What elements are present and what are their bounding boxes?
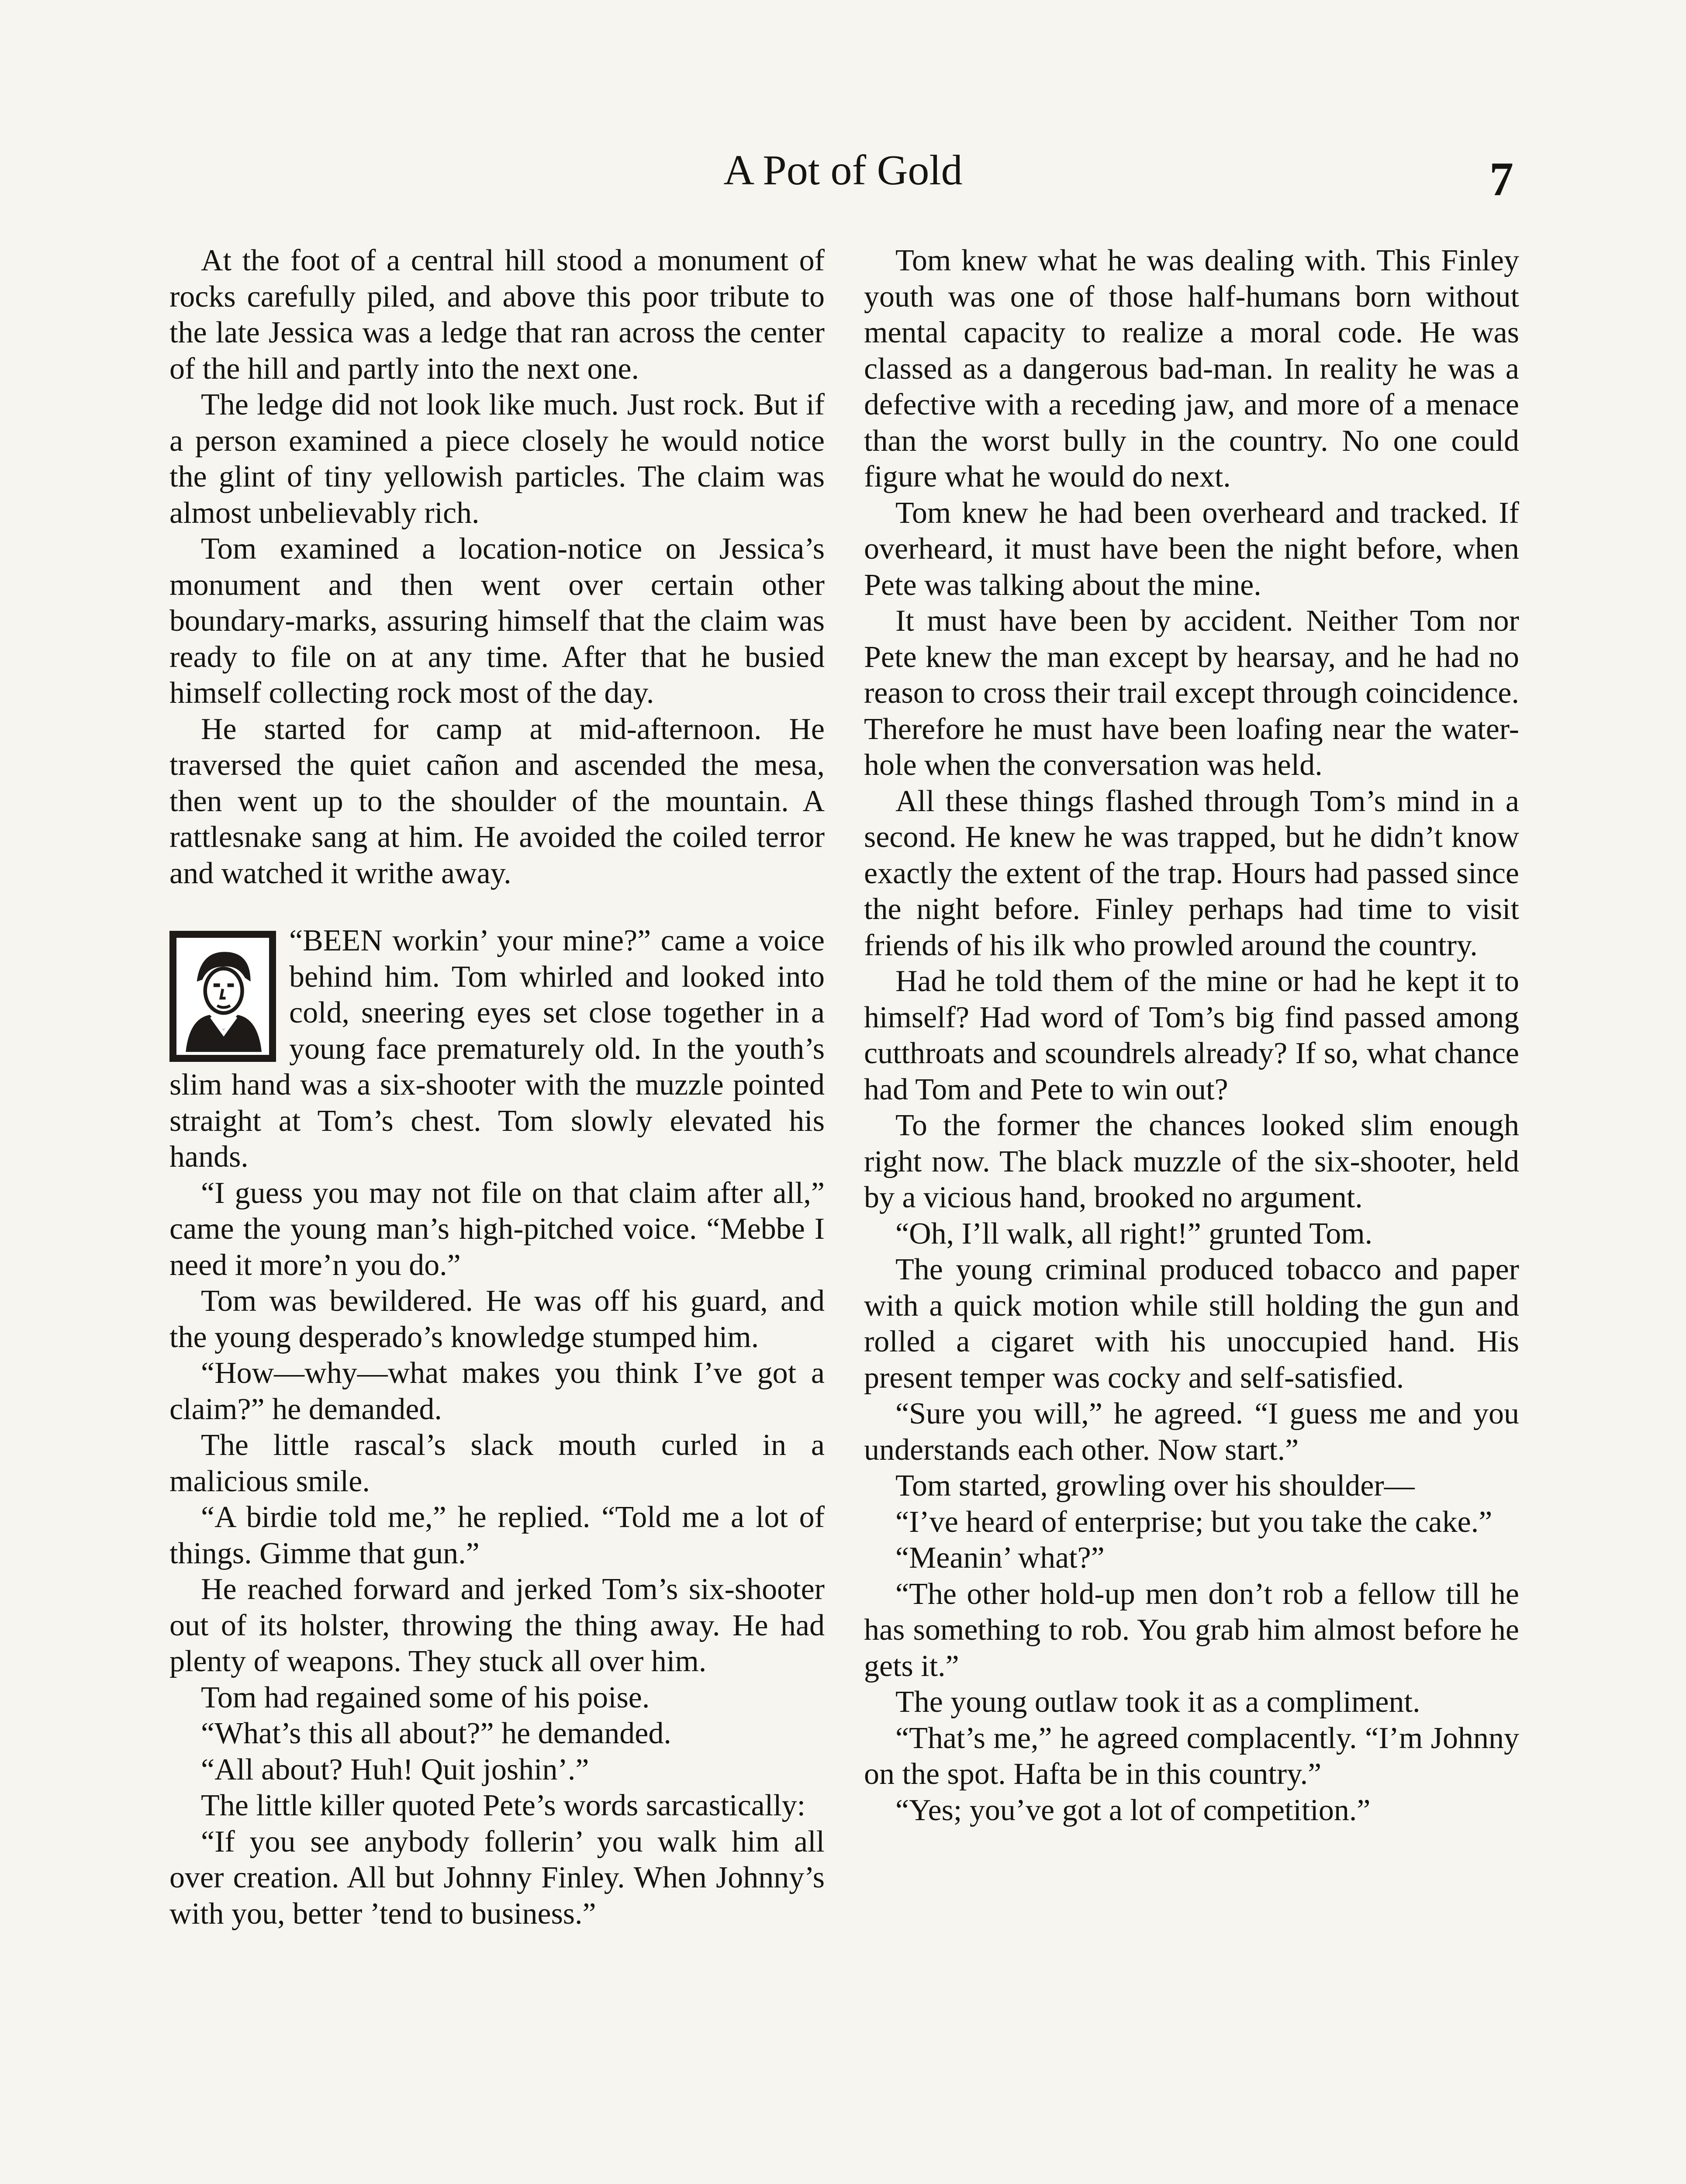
section-break [169,892,825,923]
paragraph: The ledge did not look like much. Just rock. But if a person examined a piece closely he would notice the glint of tiny yellowish particles. The claim was almost unbelievably rich. [169,388,825,530]
paragraph: The little killer quoted Pete’s words sarcastically: [201,1789,806,1822]
paragraph: “Sure you will,” he agreed. “I guess me and you understands each other. Now start.” [864,1397,1519,1467]
paragraph: Tom knew he had been overheard and tracked. If overheard, it must have been the night before, when Pete was talking about the mine. [864,496,1519,602]
paragraph: Had he told them of the mine or had he kept it to himself? Had word of Tom’s big find passed among cutthroats and scoundrels already? If so, what chance had Tom and Pete to win out? [864,964,1519,1106]
paragraph: “Yes; you’ve got a lot of competition.” [895,1793,1371,1827]
left-column [169,243,825,1932]
paragraph: “I’ve heard of enterprise; but you take the cake.” [895,1505,1493,1539]
paragraph: “If you see anybody follerin’ you walk him all over creation. All but Johnny Finley. When Johnny’s with you, better ’tend to business.” [169,1825,825,1931]
paragraph: “The other hold-up men don’t rob a fellow till he has something to rob. You grab him almost before he gets it.” [864,1577,1519,1683]
paragraph: “All about? Huh! Quit joshin’.” [201,1752,589,1787]
paragraph: “I guess you may not file on that claim after all,” came the young man’s high-pitched voice. “Mebbe I need it more’n you do.” [169,1176,825,1282]
paragraph: He reached forward and jerked Tom’s six-shooter out of its holster, throwing the thing away. He had plenty of weapons. They stuck all over him. [169,1572,825,1678]
running-title: A Pot of Gold [723,147,963,194]
paragraph: He started for camp at mid-afternoon. He traversed the quiet cañon and ascended the mesa, then went up to the shoulder of the mountain. A rattlesnake sang at him. He avoided the coiled terror and watched it writhe away. [169,712,825,890]
paragraph: Tom examined a location-notice on Jessica’s monument and then went over certain other boundary-marks, assuring himself that the claim was ready to file on at any time. After that he busied himself collecting rock most of the day. [169,532,825,710]
paragraph: “How—why—what makes you think I’ve got a claim?” he demanded. [169,1356,825,1426]
right-column [864,243,1519,1828]
paragraph: It must have been by accident. Neither Tom nor Pete knew the man except by hearsay, and he had no reason to cross their trail except through coincidence. Therefore he must have been loafing near the water-hole when the conversation was held. [864,604,1519,782]
portrait-icon [176,938,269,1055]
paragraph: “A birdie told me,” he replied. “Told me a lot of things. Gimme that gun.” [169,1500,825,1570]
paragraph: Tom knew what he was dealing with. This Finley youth was one of those half-humans born without mental capacity to realize a moral code. He was classed as a dangerous bad-man. In reality he was a defective with a receding jaw, and more of a menace than the worst bully in the country. No one could figure what he would do next. [864,244,1519,494]
chapter-opening-paragraph: “BEEN workin’ your mine?” came a voice behind him. Tom whirled and looked into cold, sneering eyes set close together in a young face prematurely old. In the youth’s slim hand was a six-shooter with the muzzle pointed straight at Tom’s chest. Tom slowly elevated his hands. [169,924,825,1174]
page-number: 7 [1489,152,1513,206]
paragraph: Tom started, growling over his shoulder— [895,1469,1415,1503]
paragraph: “Meanin’ what?” [895,1541,1105,1575]
paragraph: “That’s me,” he agreed complacently. “I’m Johnny on the spot. Hafta be in this country.” [864,1721,1519,1791]
portrait-illustration [169,931,276,1062]
paragraph: “Oh, I’ll walk, all right!” grunted Tom. [895,1216,1373,1251]
paragraph: Tom was bewildered. He was off his guard, and the young desperado’s knowledge stumped him. [169,1284,825,1354]
paragraph: Tom had regained some of his poise. [201,1680,650,1714]
paragraph: The little rascal’s slack mouth curled in a malicious smile. [169,1428,825,1498]
paragraph: “What’s this all about?” he demanded. [201,1717,671,1750]
paragraph: The young outlaw took it as a compliment. [895,1685,1420,1719]
paragraph: To the former the chances looked slim enough right now. The black muzzle of the six-shooter, held by a vicious hand, brooked no argument. [864,1109,1519,1214]
paragraph: All these things flashed through Tom’s mind in a second. He knew he was trapped, but he didn’t know exactly the extent of the trap. Hours had passed since the night before. Finley perhaps had time to visit friends of his ilk who prowled around the country. [864,784,1519,962]
paragraph: The young criminal produced tobacco and paper with a quick motion while still holding the gun and rolled a cigaret with his unoccupied hand. His present temper was cocky and self-satisfied. [864,1253,1519,1395]
paragraph: At the foot of a central hill stood a monument of rocks carefully piled, and above this poor tribute to the late Jessica was a ledge that ran across the center of the hill and partly into the next one. [169,244,825,386]
